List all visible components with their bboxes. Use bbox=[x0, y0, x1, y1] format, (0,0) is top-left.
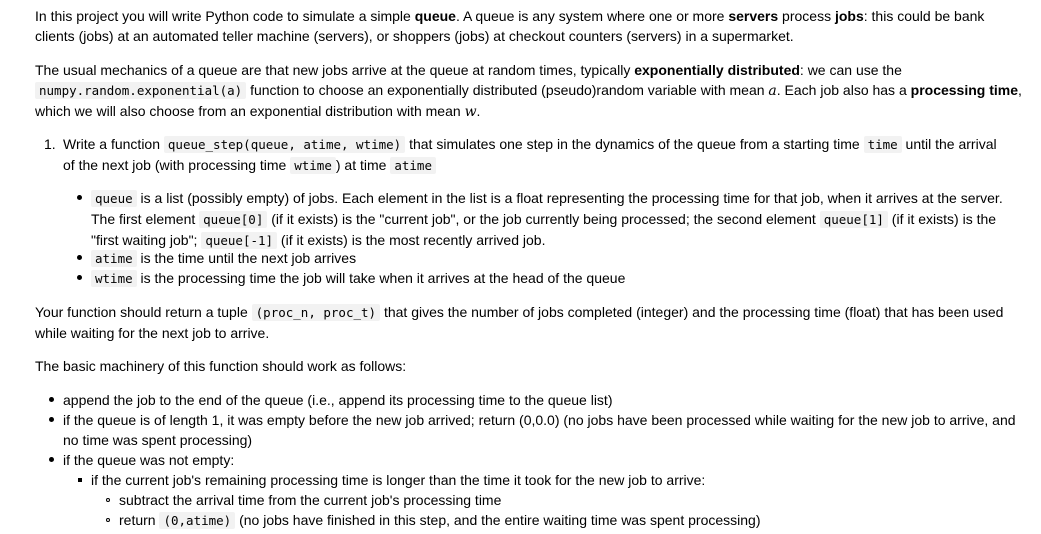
term-queue: queue bbox=[414, 8, 456, 24]
task-text: Write a function bbox=[63, 136, 164, 152]
bullet-disc bbox=[49, 457, 54, 462]
mechanics-text: . Each job also has a bbox=[776, 82, 911, 98]
param-atime bbox=[91, 248, 1026, 269]
intro-text: : this could be bank clients (jobs) at an automated teller machine (servers), or shoppers (jobs) at checkout counters (servers) in a supermarket. bbox=[35, 8, 985, 44]
mechanics-text: . bbox=[476, 103, 481, 119]
code-return-tuple: (proc_n, proc_t) bbox=[252, 304, 380, 321]
bullet-disc bbox=[49, 417, 54, 422]
code-queue: queue bbox=[91, 190, 137, 207]
step-text: return bbox=[119, 512, 160, 528]
code-numpy-exponential: numpy.random.exponential(a) bbox=[35, 82, 246, 99]
code-queue-0: queue[0] bbox=[199, 211, 267, 228]
bullet-disc bbox=[77, 275, 82, 280]
code-return-0-atime: (0,atime) bbox=[159, 512, 235, 529]
code-queue-neg1: queue[-1] bbox=[201, 232, 277, 249]
code-queue-step-signature: queue_step(queue, atime, wtime) bbox=[164, 136, 405, 153]
step-nonempty: if the queue was not empty: bbox=[63, 452, 235, 468]
machinery-paragraph: The basic machinery of this function should work as follows: bbox=[35, 358, 407, 374]
code-wtime: wtime bbox=[290, 157, 336, 174]
term-exponential: exponentially distributed bbox=[634, 62, 800, 78]
step-return-atime bbox=[119, 510, 1024, 531]
return-text: that gives the number of jobs completed (integer) and the processing time (float) that has been used while waiting for the next job to arrive. bbox=[35, 304, 1004, 341]
step-append: append the job to the end of the queue (i.e., append its processing time to the queue list) bbox=[63, 392, 613, 408]
param-text: (if it exists) is the "current job", or the job currently being processed; the second element bbox=[267, 211, 820, 227]
intro-paragraph bbox=[35, 6, 1025, 46]
term-jobs: jobs bbox=[834, 8, 864, 24]
mechanics-text: The usual mechanics of a queue are that new jobs arrive at the queue at random times, typically bbox=[35, 62, 635, 78]
code-atime: atime bbox=[390, 157, 436, 174]
task-queue-step bbox=[63, 134, 1008, 176]
param-text: (if it exists) is the "first waiting job"; bbox=[91, 211, 997, 248]
task-text: that simulates one step in the dynamics of the queue from a starting time bbox=[405, 136, 864, 152]
step-subtract: subtract the arrival time from the current job's processing time bbox=[119, 492, 502, 508]
bullet-circle bbox=[106, 518, 110, 522]
bullet-square bbox=[78, 478, 82, 482]
param-queue bbox=[91, 188, 1026, 251]
bullet-disc bbox=[49, 397, 54, 402]
mechanics-text: : we can use the bbox=[799, 62, 902, 78]
list-number: 1. bbox=[44, 136, 56, 152]
math-w: w bbox=[464, 104, 477, 120]
intro-text: . A queue is any system where one or more bbox=[455, 8, 729, 24]
term-servers: servers bbox=[728, 8, 779, 24]
step-remaining-longer: if the current job's remaining processing time is longer than the time it took for the new job to arrive: bbox=[91, 472, 706, 488]
step-empty-queue: if the queue is of length 1, it was empty before the new job arrived; return (0,0.0) (no jobs have been processed while waiting for the new job to arrive, and no time was spent processing) bbox=[63, 412, 1016, 448]
mechanics-text: function to choose an exponentially distributed (pseudo)random variable with mean bbox=[246, 82, 769, 98]
code-time: time bbox=[864, 136, 902, 153]
intro-text: process bbox=[778, 8, 835, 24]
param-text: (if it exists) is the most recently arrived job. bbox=[277, 232, 546, 248]
mechanics-paragraph bbox=[35, 60, 1025, 122]
mechanics-text: , which we will also choose from an exponential distribution with mean bbox=[35, 82, 1022, 119]
task-text: ) at time bbox=[335, 157, 391, 173]
code-queue-1: queue[1] bbox=[820, 211, 888, 228]
code-wtime: wtime bbox=[91, 270, 137, 287]
step-text: (no jobs have finished in this step, and the entire waiting time was spent processing) bbox=[235, 512, 761, 528]
param-wtime bbox=[91, 268, 1026, 289]
code-atime: atime bbox=[91, 250, 137, 267]
param-text: is the processing time the job will take when it arrives at the head of the queue bbox=[136, 270, 626, 286]
intro-text: In this project you will write Python code to simulate a simple bbox=[35, 8, 415, 24]
bullet-circle bbox=[106, 498, 110, 502]
math-a: a bbox=[768, 83, 777, 99]
param-text: is a list (possibly empty) of jobs. Each element in the list is a float representing the processing time for that job, when it arrives at the server. The first element bbox=[91, 190, 1003, 227]
return-text: Your function should return a tuple bbox=[35, 304, 252, 320]
bullet-disc bbox=[77, 255, 82, 260]
return-paragraph bbox=[35, 302, 1025, 343]
term-processing-time: processing time bbox=[910, 82, 1019, 98]
bullet-disc bbox=[77, 195, 82, 200]
task-text: until the arrival of the next job (with processing time bbox=[63, 136, 997, 173]
param-text: is the time until the next job arrives bbox=[136, 250, 357, 266]
